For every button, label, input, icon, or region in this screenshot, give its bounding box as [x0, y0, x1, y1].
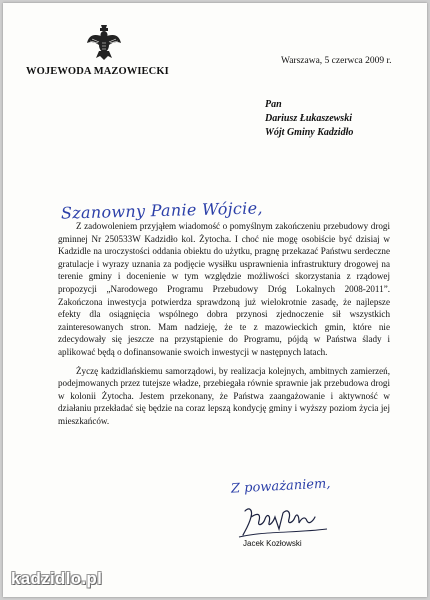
paragraph-1: Z zadowoleniem przyjąłem wiadomość o pomyślnym zakończeniu przebudowy drogi gminnej Nr 250533W Kadzidło kol. Żytocha. I choć nie mogę osobiście być dzisiaj w Kadzidle na uroczystości oddania obiektu do użytku, pragnę przekazać Państwu serdeczne gratulacje i wyrazy uznania za podjęcie wysiłku usprawnienia infrastruktury drogowej na terenie gminy i docenienie w tym względzie możliwości skorzystania z rządowej propozycji „Narodowego Programu Przebudowy Dróg Lokalnych 2008-2011”. Zakończona inwestycja potwierdza sprawdzoną już wielokrotnie zasadę, że najlepsze efekty dla osiągnięcia wspólnego dobra przynosi zjednoczenie sił wszystkich zainteresowanych stron. Mam nadzieję, że te z mazowieckich gmin, które nie zdecydowały się jeszcze na przystąpienie do Programu, pójdą w Państwa ślady i aplikować będą o dofinansowanie swoich inwestycji w następnych latach.	[58, 221, 390, 357]
paragraph-2: Życzę kadzidlańskiemu samorządowi, by realizacja kolejnych, ambitnych zamierzeń, podejmowanych przez tutejsze władze, przebiegała równie sprawnie jak przebudowa drogi w kolonii Żytocha. Jestem przekonany, że Państwa zaangażowanie i aktywność w działaniu przekładać się będzie na coraz lepszą kondycję gminy i wyższy poziom życia jej mieszkańców.	[58, 365, 390, 426]
watermark: kadzidlo.pl	[11, 569, 103, 588]
signer-name: Jacek Kozłowski	[243, 539, 302, 548]
office-title: WOJEWODA MAZOWIECKI	[26, 66, 169, 77]
letter-page	[3, 3, 427, 597]
handwritten-closing: Z poważaniem,	[230, 476, 331, 497]
recipient-name: Dariusz Łukaszewski	[265, 113, 352, 124]
recipient-line: Pan	[265, 99, 282, 110]
recipient-title: Wójt Gminy Kadzidło	[265, 127, 354, 138]
letter-body	[58, 220, 390, 434]
recipient-address	[265, 98, 353, 140]
polish-eagle-emblem-icon	[86, 23, 122, 61]
handwritten-salutation: Szanowny Panie Wójcie,	[60, 198, 263, 223]
place-date: Warszawa, 5 czerwca 2009 r.	[281, 56, 392, 66]
